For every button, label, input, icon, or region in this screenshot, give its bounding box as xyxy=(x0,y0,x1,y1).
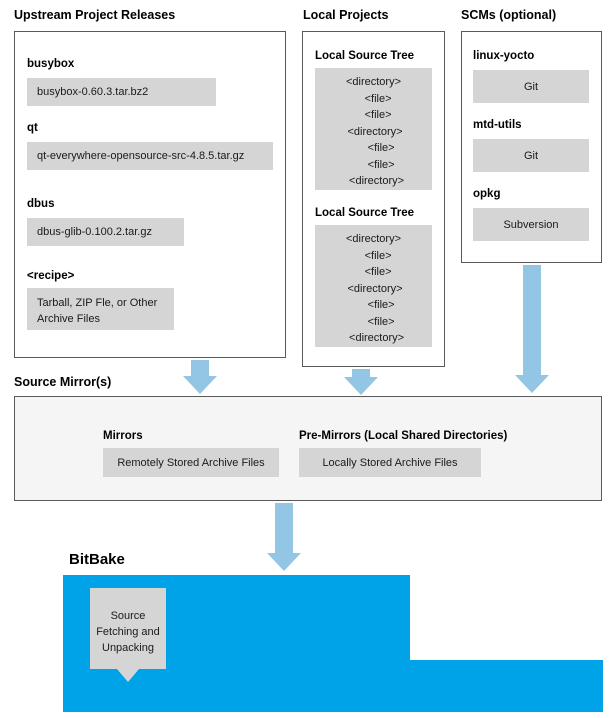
arrow-upstream-to-mirror xyxy=(180,360,220,394)
upstream-item-value-dbus: dbus-glib-0.100.2.tar.gz xyxy=(27,218,184,246)
local-tree-box-2 xyxy=(315,225,432,347)
mirrors-value: Remotely Stored Archive Files xyxy=(103,448,279,477)
tree-line: <file> xyxy=(355,109,392,121)
scm-item-label-linux-yocto: linux-yocto xyxy=(473,50,535,62)
tree-line: <file> xyxy=(355,266,392,278)
local-tree-label-1: Local Source Tree xyxy=(315,50,415,62)
scm-item-value-opkg: Subversion xyxy=(473,208,589,241)
source-fetching-and-unpacking-task xyxy=(90,588,166,669)
page-title-scms: SCMs (optional) xyxy=(461,8,557,22)
page-title-upstream: Upstream Project Releases xyxy=(14,8,176,22)
tree-line: <file> xyxy=(352,158,395,171)
tree-line: <file> xyxy=(352,142,395,154)
upstream-item-label-qt: qt xyxy=(27,122,38,134)
page-title-source-mirror: Source Mirror(s) xyxy=(14,375,112,389)
scm-item-value-linux-yocto: Git xyxy=(473,70,589,103)
tree-line: <directory> xyxy=(345,76,402,88)
tree-line: <directory> xyxy=(344,282,403,295)
mirrors-label: Mirrors xyxy=(103,430,143,442)
tree-line: <directory> xyxy=(344,125,403,138)
arrow-scms-to-mirror xyxy=(512,265,552,395)
local-tree-label-2: Local Source Tree xyxy=(315,207,415,219)
task-line: Fetching and xyxy=(96,625,160,638)
upstream-item-value-qt: qt-everywhere-opensource-src-4.8.5.tar.gz xyxy=(27,142,273,170)
upstream-item-value-recipe: Tarball, ZIP Fle, or Other Archive Files xyxy=(27,288,174,330)
page-title-bitbake: BitBake xyxy=(69,551,125,568)
scm-item-value-mtd-utils: Git xyxy=(473,139,589,172)
tree-line: <file> xyxy=(355,92,392,105)
upstream-item-label-recipe: <recipe> xyxy=(27,270,75,282)
tree-line: <file> xyxy=(355,249,392,262)
task-line: Source xyxy=(110,610,146,622)
tree-line: <directory> xyxy=(342,175,405,187)
task-pointer-icon xyxy=(117,669,139,682)
scm-item-label-opkg: opkg xyxy=(473,188,501,200)
upstream-item-label-busybox: busybox xyxy=(27,58,75,70)
local-tree-box-1 xyxy=(315,68,432,190)
arrow-mirror-to-bitbake xyxy=(264,503,304,573)
arrow-local-to-mirror xyxy=(341,369,381,396)
tree-line: <file> xyxy=(352,315,395,328)
pre-mirrors-label: Pre-Mirrors (Local Shared Directories) xyxy=(299,430,508,442)
upstream-item-label-dbus: dbus xyxy=(27,198,55,210)
task-line: Unpacking xyxy=(102,641,154,654)
upstream-item-value-busybox: busybox-0.60.3.tar.bz2 xyxy=(27,78,216,106)
scm-item-label-mtd-utils: mtd-utils xyxy=(473,119,522,131)
page-title-local: Local Projects xyxy=(303,8,389,22)
tree-line: <directory> xyxy=(342,332,405,344)
tree-line: <file> xyxy=(352,299,395,311)
pre-mirrors-value: Locally Stored Archive Files xyxy=(299,448,481,477)
tree-line: <directory> xyxy=(345,233,402,245)
